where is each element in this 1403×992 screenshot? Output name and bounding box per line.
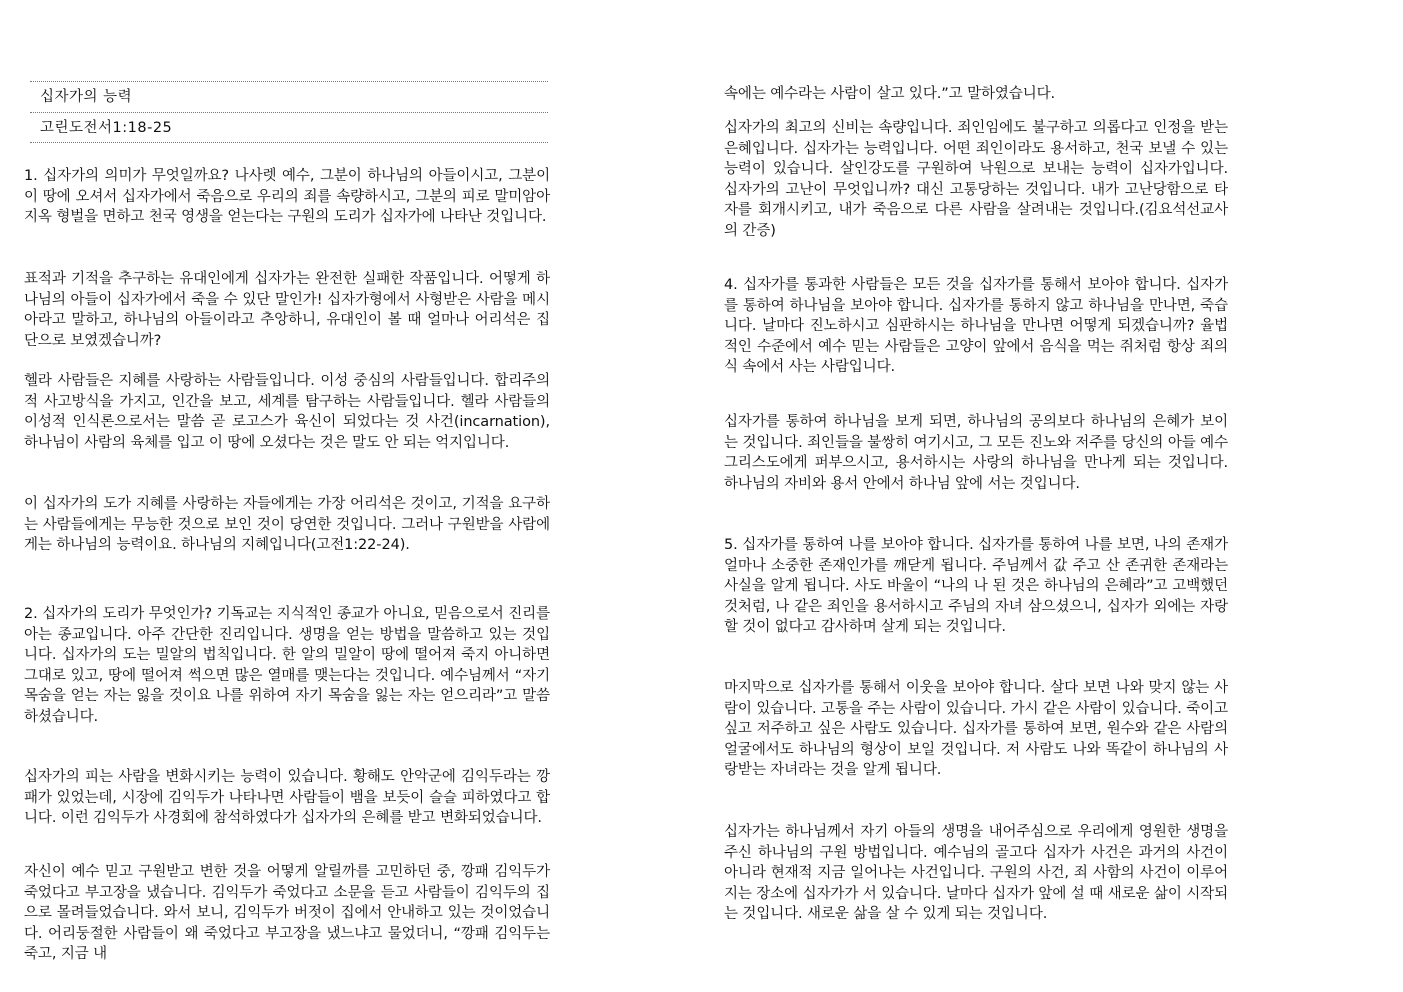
paragraph: 4. 십자가를 통과한 사람들은 모든 것을 십자가를 통해서 보아야 합니다. 십자가를 통하여 하나님을 보아야 합니다. 십자가를 통하지 않고 하나님을 만나면, 죽습니다. 날마다 진노하시고 심판하시는 하나님을 만나면 어떻게 되겠습니까? 율법적인 수준에서 예수 믿는 사람들은 고양이 앞에서 음식을 먹는 쥐처럼 항상 죄의식 속에서 사는 사람입니다. bbox=[724, 277, 1228, 375]
paragraph: 십자가를 통하여 하나님을 보게 되면, 하나님의 공의보다 하나님의 은혜가 보이는 것입니다. 죄인들을 불쌍히 여기시고, 그 모든 진노와 저주를 당신의 아들 예수 그리스도에게 퍼부으시고, 용서하시는 사랑의 하나님을 만나게 되는 것입니다. 하나님의 자비와 용서 안에서 하나님 앞에 서는 것입니다. bbox=[724, 414, 1228, 492]
paragraph: 이 십자가의 도가 지혜를 사랑하는 자들에게는 가장 어리석은 것이고, 기적을 요구하는 사람들에게는 무능한 것으로 보인 것이 당연한 것입니다. 그러나 구원받을 사람에게는 하나님의 능력이요. 하나님의 지혜입니다(고전1:22-24). bbox=[24, 496, 550, 553]
paragraph: 헬라 사람들은 지혜를 사랑하는 사람들입니다. 이성 중심의 사람들입니다. 합리주의적 사고방식을 가지고, 인간을 보고, 세계를 탐구하는 사람들입니다. 헬라 사람들의 이성적 인식론으로서는 말씀 곧 로고스가 육신이 되었다는 것 사건(incarnation), 하나님이 사람의 육체를 입고 이 땅에 오셨다는 것은 말도 안 되는 억지입니다. bbox=[24, 373, 550, 451]
sermon-title: 십자가의 능력 bbox=[30, 81, 548, 112]
paragraph: 2. 십자가의 도리가 무엇인가? 기독교는 지식적인 종교가 아니요, 믿음으로서 진리를 아는 종교입니다. 아주 간단한 진리입니다. 생명을 얻는 방법을 말씀하고 있는 것입니다. 십자가의 도는 밀알의 법칙입니다. 한 알의 밀알이 땅에 떨어져 죽지 아니하면 그대로 있고, 땅에 떨어져 썩으면 많은 열매를 맺는다는 것입니다. 예수님께서 “자기 목숨을 얻는 자는 잃을 것이요 나를 위하여 자기 목숨을 잃는 자는 얻으리라”고 말씀하셨습니다. bbox=[24, 606, 550, 725]
paragraph: 자신이 예수 믿고 구원받고 변한 것을 어떻게 알릴까를 고민하던 중, 깡패 김익두가 죽었다고 부고장을 냈습니다. 김익두가 죽었다고 소문을 듣고 사람들이 김익두의 집으로 몰려들었습니다. 와서 보니, 김익두가 버젓이 집에서 안내하고 있는 것이었습니다. 어리둥절한 사람들이 왜 죽었다고 부고장을 냈느냐고 물었더니, “깡패 김익두는 죽고, 지금 내 bbox=[24, 864, 550, 962]
sermon-header bbox=[30, 81, 548, 143]
paragraph: 십자가의 최고의 신비는 속량입니다. 죄인임에도 불구하고 의롭다고 인정을 받는 은혜입니다. 십자가는 능력입니다. 어떤 죄인이라도 용서하고, 천국 보낼 수 있는 능력이 있습니다. 살인강도를 구원하여 낙원으로 보내는 능력이 십자가입니다. 십자가의 고난이 무엇입니까? 대신 고통당하는 것입니다. 내가 고난당함으로 타자를 회개시키고, 내가 죽음으로 다른 사람을 살려내는 것입니다.(김요석선교사의 간증) bbox=[724, 120, 1228, 239]
paragraph: 1. 십자가의 의미가 무엇일까요? 나사렛 예수, 그분이 하나님의 아들이시고, 그분이 이 땅에 오셔서 십자가에서 죽음으로 우리의 죄를 속량하시고, 그분의 피로 말미암아 지옥 형벌을 면하고 천국 영생을 얻는다는 구원의 도리가 십자가에 나타난 것입니다. bbox=[24, 168, 550, 225]
paragraph: 표적과 기적을 추구하는 유대인에게 십자가는 완전한 실패한 작품입니다. 어떻게 하나님의 아들이 십자가에서 죽을 수 있단 말인가! 십자가형에서 사형받은 사람을 메시아라고 말하고, 하나님의 아들이라고 추앙하니, 유대인이 볼 때 얼마나 어리석은 집단으로 보였겠습니까? bbox=[24, 271, 550, 349]
paragraph: 십자가는 하나님께서 자기 아들의 생명을 내어주심으로 우리에게 영원한 생명을 주신 하나님의 구원 방법입니다. 예수님의 골고다 십자가 사건은 과거의 사건이 아니라 현재적 지금 일어나는 사건입니다. 구원의 사건, 죄 사함의 사건이 이루어지는 장소에 십자가가 서 있습니다. 날마다 십자가 앞에 설 때 새로운 삶이 시작되는 것입니다. 새로운 삶을 살 수 있게 되는 것입니다. bbox=[724, 824, 1228, 922]
paragraph: 마지막으로 십자가를 통해서 이웃을 보아야 합니다. 살다 보면 나와 맞지 않는 사람이 있습니다. 고통을 주는 사람이 있습니다. 가시 같은 사람이 있습니다. 죽이고 싶고 저주하고 싶은 사람도 있습니다. 십자가를 통하여 보면, 원수와 같은 사람의 얼굴에서도 하나님의 형상이 보일 것입니다. 저 사람도 나와 똑같이 하나님의 사랑받는 자녀라는 것을 알게 됩니다. bbox=[724, 680, 1228, 778]
paragraph: 속에는 예수라는 사람이 살고 있다.”고 말하였습니다. bbox=[724, 86, 1056, 102]
scripture-reference: 고린도전서1:18-25 bbox=[30, 112, 548, 143]
paragraph: 5. 십자가를 통하여 나를 보아야 합니다. 십자가를 통하여 나를 보면, 나의 존재가 얼마나 소중한 존재인가를 깨닫게 됩니다. 주님께서 값 주고 산 존귀한 존재라는 사실을 알게 됩니다. 사도 바울이 “나의 나 된 것은 하나님의 은혜라”고 고백했던 것처럼, 나 같은 죄인을 용서하시고 주님의 자녀 삼으셨으니, 십자가 외에는 자랑할 것이 없다고 감사하며 살게 되는 것입니다. bbox=[724, 537, 1228, 635]
paragraph: 십자가의 피는 사람을 변화시키는 능력이 있습니다. 황해도 안악군에 김익두라는 깡패가 있었는데, 시장에 김익두가 나타나면 사람들이 뱀을 보듯이 슬슬 피하였다고 합니다. 이런 김익두가 사경회에 참석하였다가 십자가의 은혜를 받고 변화되었습니다. bbox=[24, 769, 550, 826]
